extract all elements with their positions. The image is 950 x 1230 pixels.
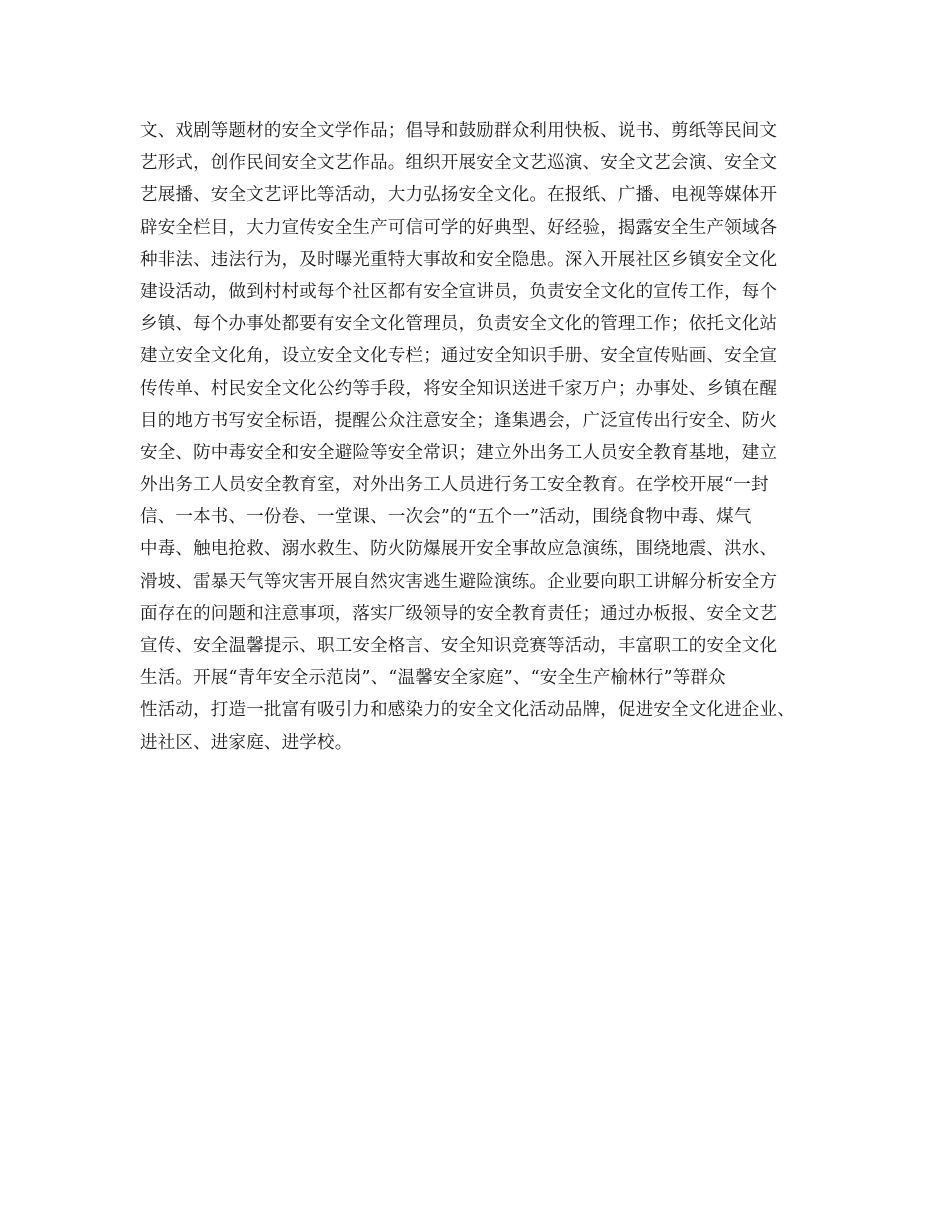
paragraph-line: 安全、防中毒安全和安全避险等安全常识；建立外出务工人员安全教育基地，建立 <box>140 442 778 463</box>
paragraph-line: 进社区、进家庭、进学校。 <box>140 732 353 753</box>
paragraph-line: 中毒、触电抢救、溺水救生、防火防爆展开安全事故应急演练，围绕地震、洪水、 <box>140 539 778 560</box>
paragraph-line: 信、一本书、一份卷、一堂课、一次会”的“五个一”活动，围绕食物中毒、煤气 <box>140 507 752 528</box>
paragraph-line: 建立安全文化角，设立安全文化专栏；通过安全知识手册、安全宣传贴画、安全宣 <box>140 346 778 367</box>
paragraph-line: 艺形式，创作民间安全文艺作品。组织开展安全文艺巡演、安全文艺会演、安全文 <box>140 153 778 174</box>
paragraph-line: 宣传、安全温馨提示、职工安全格言、安全知识竞赛等活动，丰富职工的安全文化 <box>140 636 778 656</box>
paragraph-line: 建设活动，做到村村或每个社区都有安全宣讲员，负责安全文化的宣传工作，每个 <box>140 281 778 302</box>
paragraph-line: 滑坡、雷暴天气等灾害开展自然灾害逃生避险演练。企业要向职工讲解分析安全方 <box>140 571 778 592</box>
paragraph-line: 文、戏剧等题材的安全文学作品；倡导和鼓励群众利用快板、说书、剪纸等民间文 <box>140 121 778 141</box>
paragraph-line: 传传单、村民安全文化公约等手段，将安全知识送进千家万户；办事处、乡镇在醒 <box>140 378 778 399</box>
paragraph-line: 艺展播、安全文艺评比等活动，大力弘扬安全文化。在报纸、广播、电视等媒体开 <box>140 185 778 206</box>
paragraph-line: 乡镇、每个办事处都要有安全文化管理员，负责安全文化的管理工作；依托文化站 <box>140 314 778 335</box>
paragraph-line: 目的地方书写安全标语，提醒公众注意安全；逢集遇会，广泛宣传出行安全、防火 <box>140 410 778 431</box>
paragraph-line: 辟安全栏目，大力宣传安全生产可信可学的好典型、好经验，揭露安全生产领域各 <box>140 217 778 238</box>
body-paragraph <box>140 115 830 759</box>
paragraph-line: 生活。开展“青年安全示范岗”、“温馨安全家庭”、“安全生产榆林行”等群众 <box>140 668 726 689</box>
paragraph-line: 面存在的问题和注意事项，落实厂级领导的安全教育责任；通过办板报、安全文艺 <box>140 603 778 624</box>
paragraph-line: 种非法、违法行为，及时曝光重特大事故和安全隐患。深入开展社区乡镇安全文化 <box>140 249 778 270</box>
paragraph-line: 外出务工人员安全教育室，对外出务工人员进行务工安全教育。在学校开展“一封 <box>140 475 769 496</box>
paragraph-line: 性活动，打造一批富有吸引力和感染力的安全文化活动品牌，促进安全文化进企业、 <box>140 700 795 721</box>
